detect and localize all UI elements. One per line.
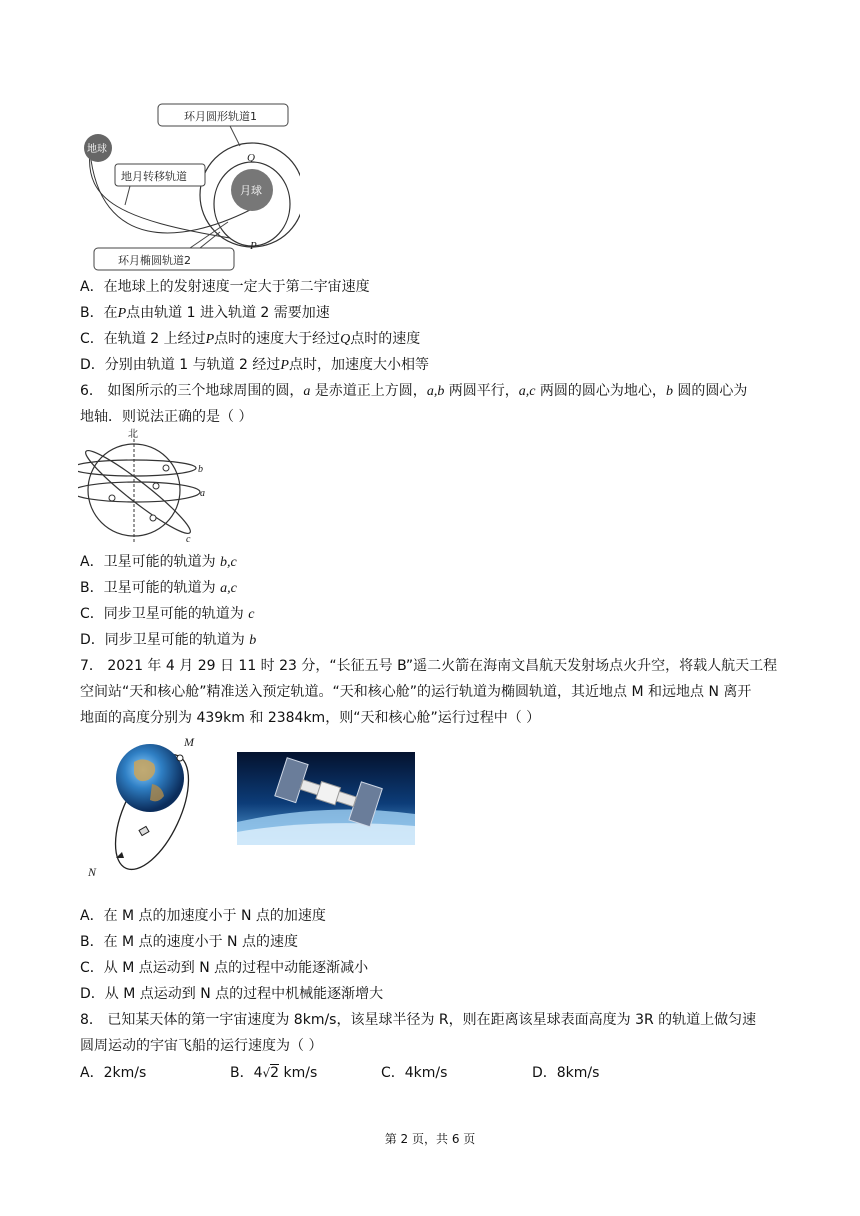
q6-text: 两圆的圆心为地心，: [535, 383, 666, 399]
q5-option-d-text2: 点时，加速度大小相等: [288, 357, 429, 373]
q7-option-c: C．从 M 点运动到 N 点的过程中动能逐渐减小: [80, 960, 369, 976]
orbit-b-label: b: [198, 464, 203, 475]
q7-option-a: A．在 M 点的加速度小于 N 点的加速度: [80, 908, 326, 924]
q8-option-b-unit: km/s: [279, 1065, 318, 1081]
box-elliptic-orbit-label: 环月椭圆轨道2: [118, 254, 191, 267]
q5-option-b-text2: 点由轨道 1 进入轨道 2 需要加速: [126, 305, 330, 321]
q8-option-b: B．4√2 km/s: [230, 1065, 318, 1081]
q5-option-a: [80, 277, 370, 297]
q5-option-c-text2: 点时的速度大于经过: [214, 331, 341, 347]
q5-option-c-text3: 点时的速度: [350, 331, 421, 347]
q6-option-c-text: C．同步卫星可能的轨道为: [80, 606, 249, 622]
box-circular-orbit-label: 环月圆形轨道1: [184, 110, 257, 123]
q6-option-d-var: b: [249, 633, 257, 648]
q8-option-c: C．4km/s: [381, 1065, 448, 1081]
point-m-label: M: [184, 735, 194, 749]
q6-var-b: b: [665, 384, 673, 399]
point-p-label: P: [250, 240, 257, 252]
q6-text: 两圆平行，: [444, 383, 519, 399]
q6-text: 圆的圆心为: [672, 383, 748, 399]
q5-option-c-var-q: Q: [340, 332, 351, 347]
earth-orbits-diagram: [78, 428, 218, 546]
q5-option-a-text: A．在地球上的发射速度一定大于第二宇宙速度: [80, 279, 370, 295]
q5-option-c: [80, 329, 420, 350]
orbit-c-label: c: [186, 534, 191, 545]
q6-option-a: [80, 552, 237, 573]
q5-option-c-var-p: P: [205, 332, 215, 347]
q8-stem-line1: 8． 已知某天体的第一宇宙速度为 8km/s，该星球半径为 R，则在距离该星球表面高度为 3R 的轨道上做匀速: [80, 1012, 757, 1028]
q7-stem-line3: 地面的高度分别为 439km 和 2384km，则“天和核心舱”运行过程中（ ）: [80, 710, 541, 726]
q5-option-d-text: D．分别由轨道 1 与轨道 2 经过: [80, 357, 281, 373]
q8-option-b-radicand: 2: [270, 1065, 280, 1081]
q6-option-a-text: A．卫星可能的轨道为: [80, 554, 221, 570]
q8-option-a: A．2km/s: [80, 1065, 147, 1081]
q6-option-a-var: b,c: [220, 555, 237, 570]
q5-option-d: [80, 355, 429, 376]
space-station-photo: [237, 752, 415, 845]
point-q-label: Q: [247, 152, 255, 164]
q6-text: 是赤道正上方圆，: [310, 383, 427, 399]
orbit-a-label: a: [200, 488, 205, 499]
q7-option-b: B．在 M 点的速度小于 N 点的速度: [80, 934, 298, 950]
north-label: 北: [128, 429, 138, 440]
q6-option-b-var: a,c: [220, 581, 237, 596]
earth-label: 地球: [87, 144, 107, 155]
q6-stem-line2: 地轴．则说法正确的是（ ）: [80, 409, 253, 425]
q5-option-b-text: B．在: [80, 305, 118, 321]
page-footer: 第 2 页，共 6 页: [384, 1132, 476, 1146]
q7-stem-line1: 7． 2021 年 4 月 29 日 11 时 23 分，“长征五号 B”遥二火箭在海南文昌航天发射场点火升空，将载人航天工程: [80, 658, 778, 674]
q6-option-b: [80, 578, 237, 599]
earth-elliptic-orbit-diagram: [82, 732, 212, 882]
q6-text: 6． 如图所示的三个地球周围的圆，: [80, 383, 304, 399]
q8-option-b-text: B．4: [230, 1065, 263, 1081]
q7-option-d: D．从 M 点运动到 N 点的过程中机械能逐渐增大: [80, 986, 384, 1002]
lunar-orbit-diagram: [80, 100, 300, 275]
box-transfer-orbit-label: 地月转移轨道: [121, 170, 187, 183]
q6-var-ab: a,b: [426, 384, 445, 399]
q7-stem-line2: 空间站“天和核心舱”精准送入预定轨道。“天和核心舱”的运行轨道为椭圆轨道，其近地点 M 和远地点 N 离开: [80, 684, 752, 700]
q6-option-c: [80, 604, 254, 625]
q6-var-a: a: [303, 384, 311, 399]
q6-option-b-text: B．卫星可能的轨道为: [80, 580, 221, 596]
q6-stem-line1: [80, 381, 747, 402]
q5-option-b: [80, 303, 330, 324]
moon-label: 月球: [240, 184, 262, 197]
q6-var-ac: a,c: [518, 384, 536, 399]
q5-option-c-text: C．在轨道 2 上经过: [80, 331, 206, 347]
q6-option-d-text: D．同步卫星可能的轨道为: [80, 632, 250, 648]
q8-stem-line2: 圆周运动的宇宙飞船的运行速度为（ ）: [80, 1038, 323, 1054]
q5-option-b-var: P: [117, 306, 127, 321]
q8-option-d: D．8km/s: [532, 1065, 600, 1081]
q5-option-d-var: P: [280, 358, 289, 373]
q6-option-d: [80, 630, 256, 651]
q6-option-c-var: c: [248, 607, 255, 622]
point-n-label: N: [88, 865, 97, 879]
